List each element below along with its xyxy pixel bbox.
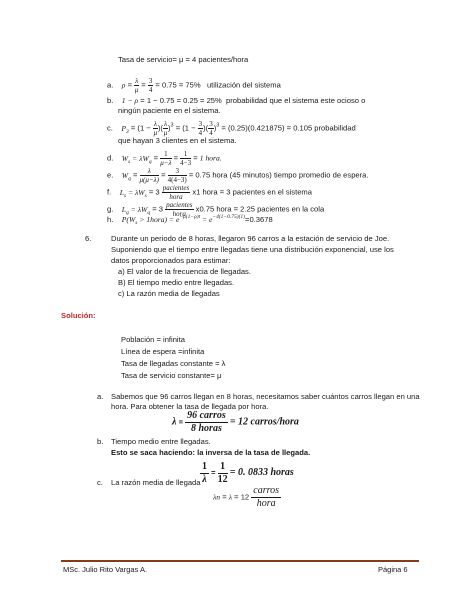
list-item-b-cont: ningún paciente en el sistema. [118,106,221,115]
problem-text-line-2: Suponiendo que el tiempo entre llegadas tiene una distribución exponencial, use los [111,245,394,254]
solution-b-formula: $\frac{1}{\lambda}$ = $\frac{1}{12}$ = 0. 0833 horas [202,460,294,485]
problem-text-line-3: datos proporcionados para estimar: [111,256,231,265]
service-rate-line: Tasa de servicio= μ = 4 pacientes/hora [118,55,249,64]
given-population: Población = infinita [121,335,185,344]
solution-b-letter: b. [97,437,104,446]
problem-item-a: a) El valor de la frecuencia de llegadas. [118,267,251,276]
problem-item-c: c) La razón media de llegadas [118,289,220,298]
list-item-a: a. ρ = $\frac{\lambda}{\mu}$ = $\frac{3}{4}$ = 0.75 = 75% utilización del sistema [107,77,281,94]
list-item-g: g. $L_q = \lambda W_q = 3$ $\frac{\text{pacientes}}{\text{hora}}$ x0.75 hora = 2.25 pacientes en la cola [107,201,325,218]
solution-b-note: Esto se saca haciendo: la inversa de la tasa de llegada. [111,448,311,457]
list-item-e: e. $W_q$ = $\frac{\lambda}{\mu(\mu-\lambda)}$ = $\frac{3}{4(4-3)}$ = 0.75 hora (45 minutos) tiempo promedio de espera. [107,167,369,184]
solution-c-formula: λn = λ = 12 $\frac{\text{carros}}{\text{hora}}$ [213,485,280,509]
list-item-c: c. $P_3 = (1$ − $\frac{\lambda}{\mu}$ )( $\frac{\lambda}{\mu}$ )$^3$ = (1 − $\frac{3}{4}$ )( $\frac{3}{4}$ )$^3$ = (0.25)(0.421875) = 0.105 probabilidad [107,120,356,137]
footer-author: MSc. Julio Rito Vargas A. [63,565,148,574]
problem-number: 6. [85,234,92,243]
list-item-h: h. $P(W_s$ > 1hora) = $e^{-\mu(1-\rho)t} = e^{-4(1-0.75)(1)}=0.3678$ [107,214,273,226]
list-item-c-cont: que hayan 3 clientes en el sistema. [118,136,237,145]
solution-a-formula: λ = $\frac{\text{96 carros}}{\text{8 horas}}$ = 12 carros/hora [172,410,299,434]
problem-item-b: B) El tiempo medio entre llegadas. [118,278,235,287]
list-item-b: b. 1 − ρ = 1 − 0.75 = 0.25 = 25% probabilidad que el sistema este ocioso o [107,96,366,105]
solution-label: Solución: [61,311,96,320]
solution-a-line-1: Sabemos que 96 carros llegan en 8 horas, necesitamos saber cuántos carros llegan en una [111,392,420,401]
solution-c-letter: c. [97,478,103,487]
solution-a-line-2: hora. Para obtener la tasa de llegada por hora. [111,402,269,411]
footer-page-number: Página 6 [378,565,408,574]
solution-a-letter: a. [97,392,104,401]
given-service-rate: Tasa de servicio constante= μ [121,371,222,380]
problem-text-line-1: Durante un periodo de 8 horas, llegaron 96 carros a la estación de servicio de Joe. [111,234,390,243]
list-item-f: f. $L_s = \lambda W_s = 3$ $\frac{\text{pacientes}}{\text{hora}}$ x1 hora = 3 pacientes en el sistema [107,184,312,201]
given-queue: Línea de espera =infinita [121,347,205,356]
solution-c-title: La razón media de llegada [111,478,201,487]
footer-rule [61,560,419,562]
solution-b-title: Tiempo medio entre llegadas. [111,437,211,446]
list-item-d: d. $W_s = \lambda W_q$ = $\frac{1}{\mu-\lambda}$ = $\frac{1}{4-3}$ = 1 hora. [107,150,222,167]
given-arrival-rate: Tasa de llegadas constante = λ [121,359,226,368]
